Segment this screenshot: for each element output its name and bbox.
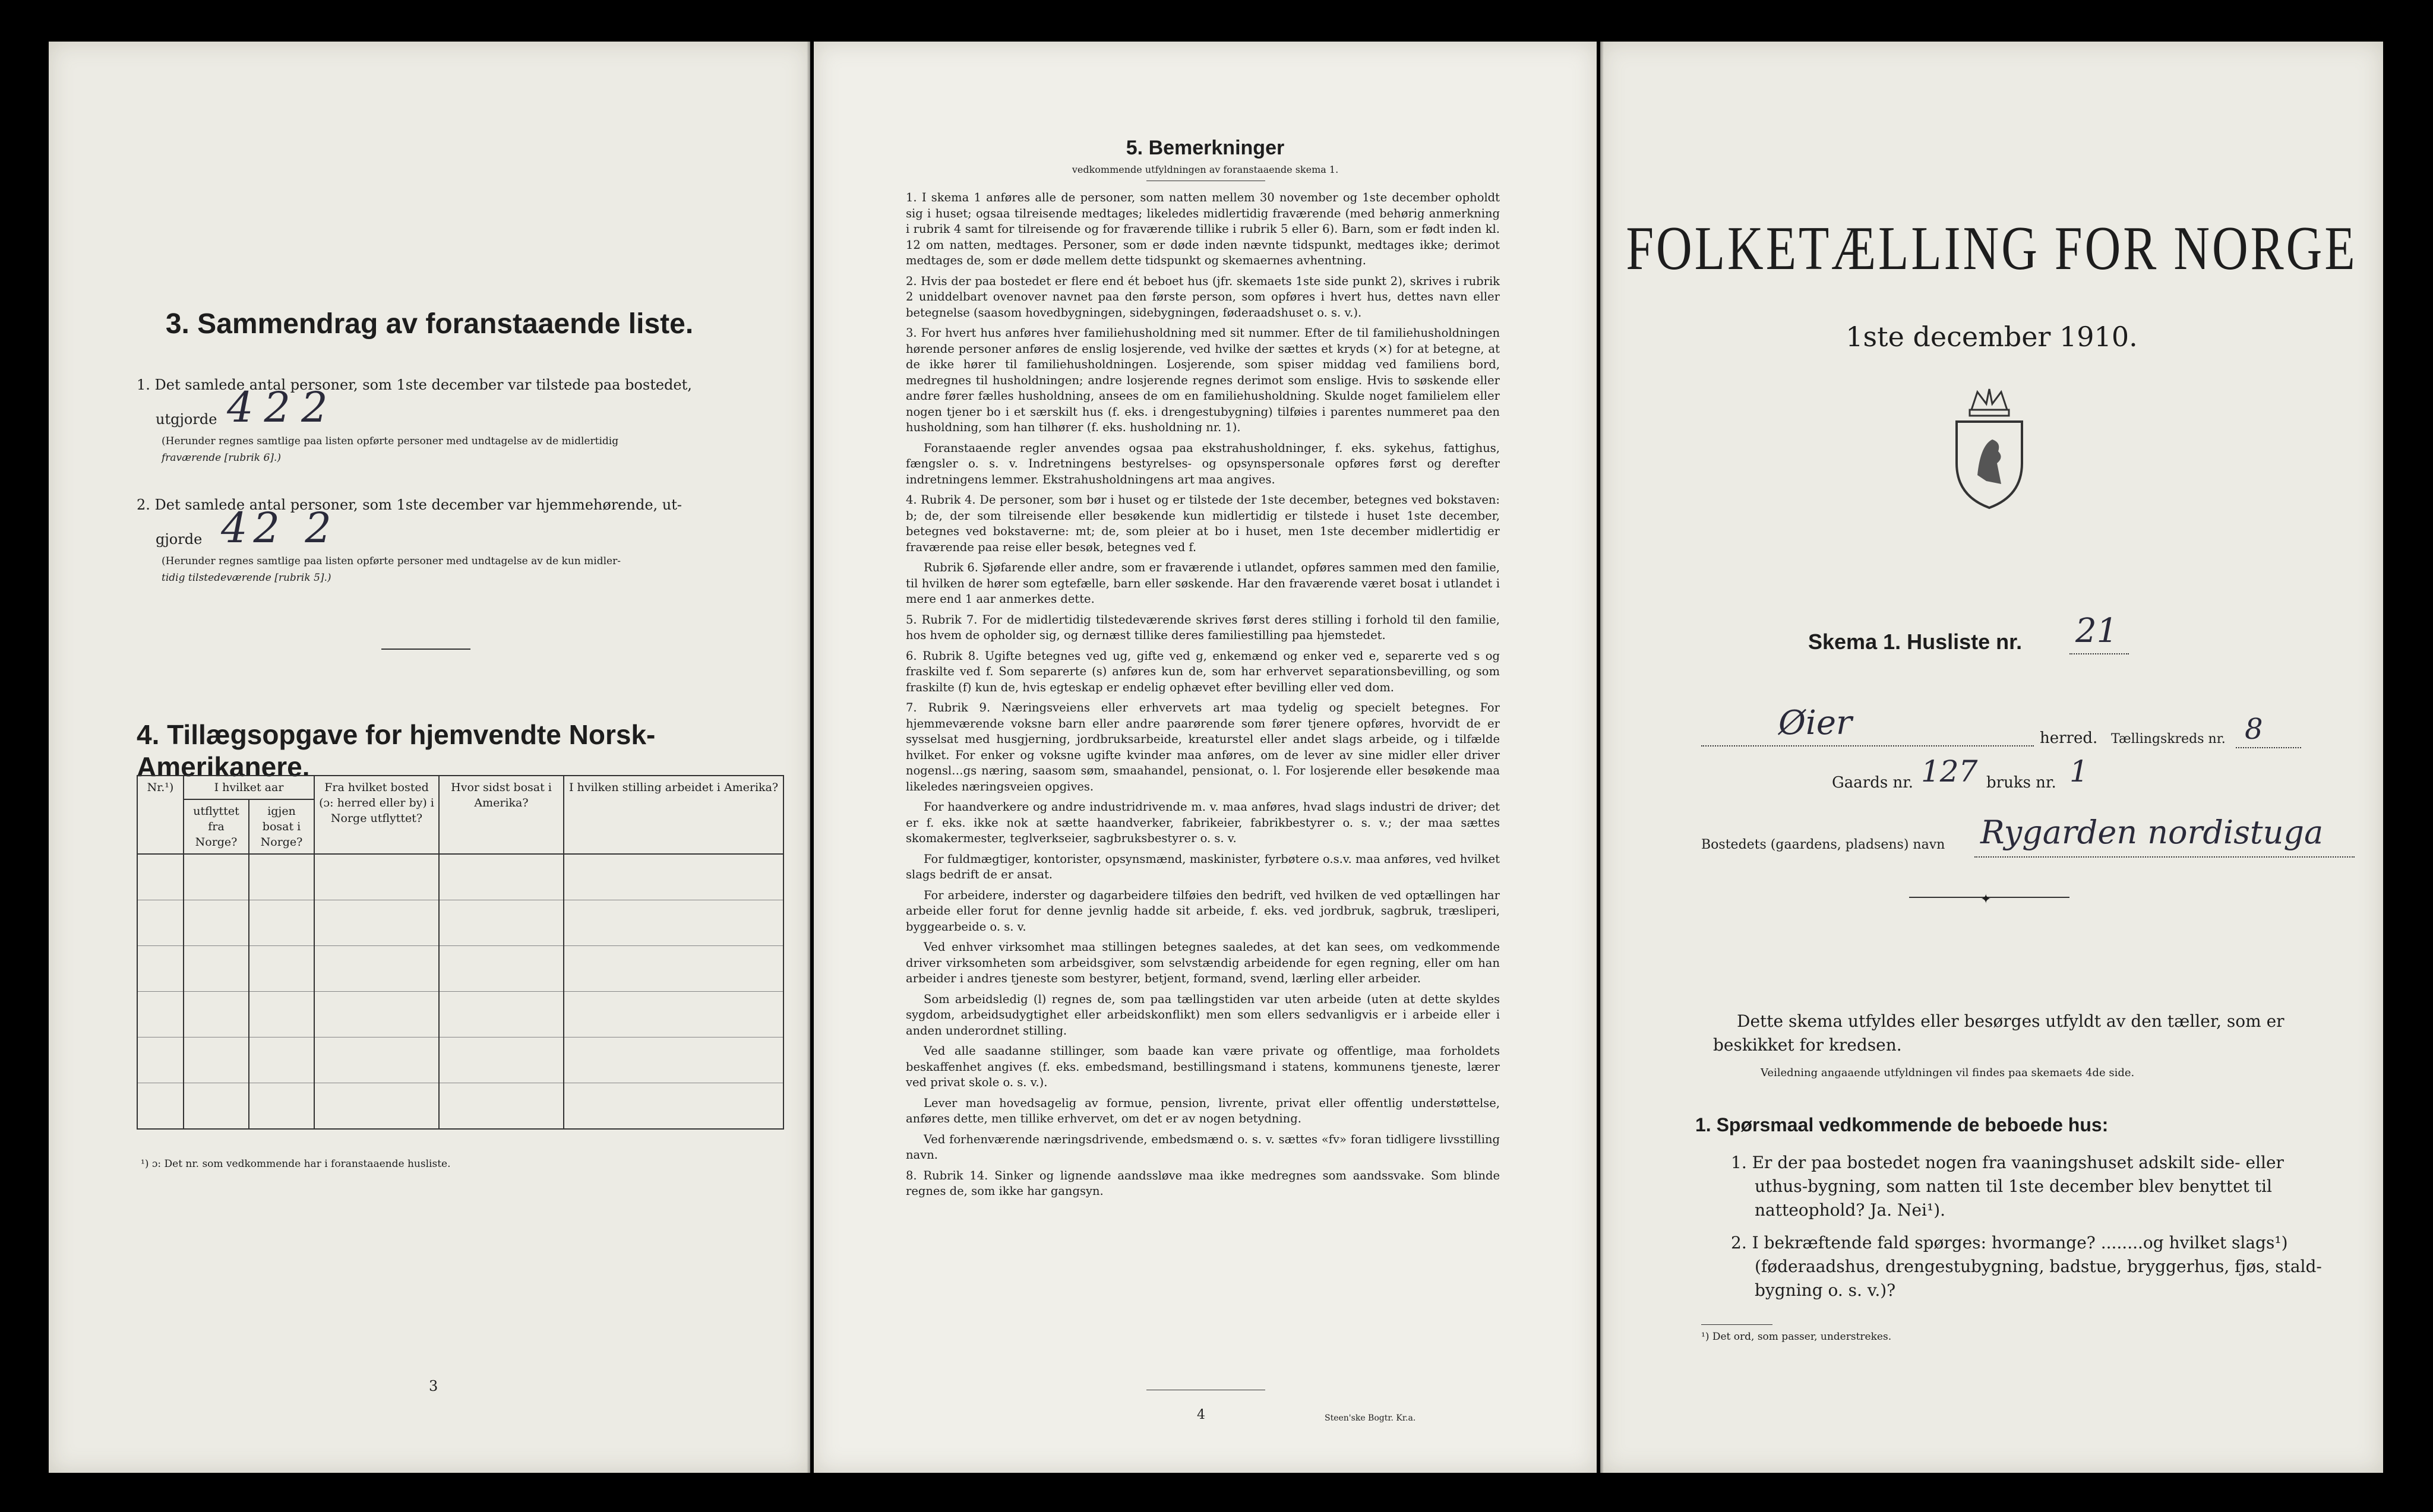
item1-note-b: fraværende [rubrik 6].) bbox=[162, 452, 281, 464]
q2-line-c: bygning o. s. v.)? bbox=[1755, 1280, 1896, 1300]
table-cell bbox=[439, 1037, 564, 1083]
table-row bbox=[137, 946, 783, 992]
table-cell bbox=[564, 946, 783, 992]
table-cell bbox=[137, 946, 184, 992]
table-cell bbox=[439, 946, 564, 992]
remark-paragraph: For arbeidere, inderster og dagarbeidere tilføies den bedrift, ved hvilken de ved optællingen har arbeide eller forut for denne jevnlig hadde sit arbeide, f. eks. ved jordbruk, sagbruk, træsliperi, byggearbeide o. s. v. bbox=[906, 888, 1500, 934]
table-cell bbox=[137, 900, 184, 946]
table-cell bbox=[184, 1037, 249, 1083]
herred-label: herred. bbox=[2040, 729, 2098, 747]
item2-note-b: tidig tilstedeværende [rubrik 5].) bbox=[162, 572, 331, 584]
table-cell bbox=[314, 900, 439, 946]
remark-paragraph: Ved enhver virksomhet maa stillingen betegnes saaledes, at det kan sees, om vedkommende driver virksomheten som arbeidsgiver, som selvstændig arbeidende for egen regning, eller om han arbeider i andres tjeneste som bestyrer, betjent, formand, svend, lærling eller arbeider. bbox=[906, 940, 1500, 985]
q2-line-a: 2. I bekræftende fald spørges: hvormange? ........og hvilket slags¹) bbox=[1731, 1233, 2288, 1252]
remark-paragraph: 8. Rubrik 14. Sinker og lignende aandssløve maa ikke medregnes som aandssvake. Som blinde regnes de, som ikke har gangsyn. bbox=[906, 1168, 1500, 1198]
table-cell bbox=[249, 992, 314, 1037]
table-cell bbox=[314, 854, 439, 900]
norsk-amerikanere-table bbox=[137, 775, 784, 1130]
census-date: 1ste december 1910. bbox=[1846, 321, 2138, 353]
kreds-line bbox=[2236, 747, 2301, 748]
main-title: FOLKETÆLLING FOR NORGE bbox=[1626, 214, 2358, 283]
table-cell bbox=[249, 1037, 314, 1083]
table-cell bbox=[439, 992, 564, 1037]
table-footnote: ¹) ɔ: Det nr. som vedkommende har i foranstaaende husliste. bbox=[141, 1158, 451, 1170]
table-cell bbox=[564, 900, 783, 946]
table-cell bbox=[439, 854, 564, 900]
page-fold bbox=[807, 42, 810, 1473]
remark-paragraph: 4. Rubrik 4. De personer, som bør i huset og er tilstede der 1ste december, betegnes ved bokstaven: b; de, der som tilreisende eller besøkende kun midlertidig er tilstede i huset 1ste december, betegnes ved bokstaverne: mt; de, som pleier at bo i huset, men 1ste december midlertidig er fraværende paa reise eller besøk, betegnes ved f. bbox=[906, 493, 1500, 554]
ornament-icon: ✦ bbox=[1980, 892, 1992, 907]
q1-line-b: uthus-bygning, som natten til 1ste december blev benyttet til bbox=[1755, 1176, 2272, 1196]
table-cell bbox=[184, 946, 249, 992]
remark-paragraph: 7. Rubrik 9. Næringsveiens eller erhvervets art maa tydelig og specielt betegnes. For hjemmeværende voksne barn eller andre paarørende som fører tjenere opføres, hvorvidt de er sysselsat med husgjerning, jordbruksarbeide, kreaturstel eller andet slags arbeide, og i tilfælde hvilket. For enker og voksne ugifte kvinder maa anføres, om de lever av sine midler eller driver nogensl…gs næring, saasom søm, smaahandel, pensionat, o. l. For losjerende eller besøkende maa likeledes næringsveien opgives. bbox=[906, 701, 1500, 793]
remark-paragraph: Rubrik 6. Sjøfarende eller andre, som er fraværende i utlandet, opføres sammen med den familie, til hvilken de hører som egtefælle, barn eller søskende. Har den fraværende været bosat i utlandet i mere end 1 aar anmerkes dette. bbox=[906, 561, 1500, 606]
page-number-middle: 4 bbox=[1197, 1407, 1205, 1422]
remark-paragraph: 3. For hvert hus anføres hver familiehusholdning med sit nummer. Efter de til familiehusholdningen hørende personer anføres de enslig losjerende, ved hvilke der sættes et kryds (×) for at betegne, at de ikke hører til familiehusholdningen. Losjerende, som spiser middag ved familiens bord, medregnes til husholdningen; andre losjerende regnes derimot som enslige. Hvis to søskende eller andre fører fælles husholdning, ansees de om en familiehusholdning. Skulde noget familielem eller nogen tjener bo i et særskilt hus (f. eks. i drengestubygning) tilføies i parentes nummeret paa den husholdning, som han tilhører (f. eks. husholdning nr. 1). bbox=[906, 326, 1500, 434]
footnote-rule bbox=[1701, 1324, 1772, 1325]
bruks-label: bruks nr. bbox=[1986, 774, 2056, 792]
table-cell bbox=[564, 1083, 783, 1130]
remarks-title: 5. Bemerkninger bbox=[1126, 137, 1285, 159]
table-cell bbox=[439, 1083, 564, 1130]
remark-paragraph: For fuldmægtiger, kontorister, opsynsmænd, maskinister, fyrbøtere o.s.v. maa anføres, ved hvilket slags bedrift de er ansat. bbox=[906, 852, 1500, 881]
table-cell bbox=[564, 854, 783, 900]
separator-rule bbox=[381, 649, 470, 650]
table-cell bbox=[137, 992, 184, 1037]
col-group: I hvilket aar bbox=[184, 776, 314, 799]
printer-mark: Steen'ske Bogtr. Kr.a. bbox=[1325, 1413, 1416, 1423]
remark-paragraph: 1. I skema 1 anføres alle de personer, som natten mellem 30 november og 1ste december opholdt sig i huset; ogsaa tilreisende medtages; likeledes midlertidig fraværende (med behørig anmerkning i rubrik 4 samt for tilreisende og for fraværende tillike i rubrik 5 eller 6). Barn, som er født inden kl. 12 om natten, medtages. Personer, som er døde inden nævnte tidspunkt, medtages ikke; derimot medtages de, som er døde mellem dette tidspunkt og skemaernes avhentning. bbox=[906, 191, 1500, 267]
table-cell bbox=[564, 992, 783, 1037]
page-middle bbox=[814, 42, 1597, 1473]
table-cell bbox=[184, 992, 249, 1037]
section3-title: 3. Sammendrag av foranstaaende liste. bbox=[165, 308, 694, 340]
husliste-line bbox=[2069, 653, 2129, 654]
bostedets-value: Rygarden nordistuga bbox=[1980, 814, 2324, 851]
gaards-value: 127 bbox=[1921, 754, 1978, 789]
remark-paragraph: Ved forhenværende næringsdrivende, embedsmænd o. s. v. sættes «fv» foran tidligere livsstilling navn. bbox=[906, 1132, 1500, 1162]
q1-line-c: natteophold? Ja. Nei¹). bbox=[1755, 1200, 1946, 1220]
table-row bbox=[137, 900, 783, 946]
kreds-label: Tællingskreds nr. bbox=[2111, 732, 2226, 746]
item1-note-a: (Herunder regnes samtlige paa listen opførte personer med undtagelse av de midlertidig bbox=[162, 435, 619, 447]
instruction-small: Veiledning angaaende utfyldningen vil findes paa skemaets 4de side. bbox=[1761, 1067, 2135, 1079]
table-cell bbox=[439, 900, 564, 946]
col-utflyttet: utflyttet fra Norge? bbox=[184, 799, 249, 854]
questions-heading: 1. Spørsmaal vedkommende de beboede hus: bbox=[1695, 1114, 2109, 1135]
section4-title: 4. Tillægsopgave for hjemvendte Norsk-Amerikanere. bbox=[137, 719, 656, 782]
table-cell bbox=[184, 854, 249, 900]
skema-label: Skema 1. Husliste nr. bbox=[1808, 630, 2023, 654]
item2-label: gjorde bbox=[156, 531, 203, 548]
page-right bbox=[1600, 42, 2383, 1473]
table-cell bbox=[137, 1083, 184, 1130]
remarks-notes bbox=[906, 190, 1500, 1204]
remark-paragraph: 5. Rubrik 7. For de midlertidig tilstedeværende skrives først deres stilling i forhold til den familie, hos hvem de opholder sig, og dernæst tillike deres familiestilling paa hjemstedet. bbox=[906, 612, 1500, 642]
remark-paragraph: Foranstaaende regler anvendes ogsaa paa ekstrahusholdninger, f. eks. sykehus, fattighus, fængsler o. s. v. Indretningens bestyrelses- og opsynspersonale opføres først og derefter indretningens lemmer. Ekstrahusholdningens art maa angives. bbox=[906, 441, 1500, 486]
remark-paragraph: Lever man hovedsagelig av formue, pension, livrente, privat eller offentlig understøttelse, anføres dette, men tillike erhvervet, om det er av nogen betydning. bbox=[906, 1096, 1500, 1125]
col-stilling: I hvilken stilling arbeidet i Amerika? bbox=[564, 776, 783, 854]
page-number-left: 3 bbox=[429, 1378, 438, 1394]
herred-value: Øier bbox=[1778, 704, 1852, 742]
gaards-label: Gaards nr. bbox=[1832, 774, 1914, 792]
table-cell bbox=[564, 1037, 783, 1083]
table-cell bbox=[314, 992, 439, 1037]
bostedets-line bbox=[1974, 856, 2355, 858]
remark-paragraph: For haandverkere og andre industridrivende m. v. maa anføres, hvad slags industri de driver; det er f. eks. ikke nok at sætte haandverker, fabrikeier, fabrikbestyrer o. s. v.; der maa sættes skomakermester, teglverkseier, sagbruksbestyrer o. s. v. bbox=[906, 800, 1500, 845]
remark-paragraph: 6. Rubrik 8. Ugifte betegnes ved ug, gifte ved g, enkemænd og enker ved e, separerte ved s og fraskilte ved f. Som separerte (s) anføres kun de, som har erhvervet separationsbevilling, og som fraskilte (f) kun de, hvis egteskap er endelig ophævet efter bevilling eller ved dom. bbox=[906, 649, 1500, 694]
remark-paragraph: Ved alle saadanne stillinger, som baade kan være private og offentlige, maa forholdets beskaffenhet angives (f. eks. embedsmand, bestillingsmand i statens, kommunens tjeneste, lærer ved privat skole o. s. v.). bbox=[906, 1044, 1500, 1089]
table-cell bbox=[249, 946, 314, 992]
col-fra: Fra hvilket bosted (ɔ: herred eller by) i Norge utflyttet? bbox=[314, 776, 439, 854]
item1-value: 422 bbox=[227, 383, 339, 432]
kreds-value: 8 bbox=[2245, 713, 2263, 746]
table-cell bbox=[249, 900, 314, 946]
item1-label: utgjorde bbox=[156, 411, 217, 428]
page-fold-right bbox=[1600, 42, 1604, 1473]
q1-line-a: 1. Er der paa bostedet nogen fra vaaningshuset adskilt side- eller bbox=[1731, 1153, 2284, 1172]
husliste-number: 21 bbox=[2075, 612, 2118, 650]
bruks-value: 1 bbox=[2069, 754, 2088, 789]
item2-text: 2. Det samlede antal personer, som 1ste december var hjemmehørende, ut- bbox=[137, 496, 682, 513]
remark-paragraph: 2. Hvis der paa bostedet er flere end ét beboet hus (jfr. skemaets 1ste side punkt 2), skrives i rubrik 2 uniddelbart ovenover navnet paa den første person, som opføres i hvert hus, dettes navn eller betegnelse (saasom hovedbygningen, sidebygningen, føderaadshuset o. s. v.). bbox=[906, 274, 1500, 320]
table-cell bbox=[314, 1037, 439, 1083]
instruction-text: Dette skema utfyldes eller besørges utfyldt av den tæller, som er beskikket for kredsen. bbox=[1713, 1011, 2285, 1055]
table-row bbox=[137, 992, 783, 1037]
item1-text: 1. Det samlede antal personer, som 1ste december var tilstede paa bostedet, bbox=[137, 377, 692, 393]
bostedets-label: Bostedets (gaardens, pladsens) navn bbox=[1701, 837, 1945, 852]
table-cell bbox=[314, 946, 439, 992]
col-nr: Nr.¹) bbox=[137, 776, 184, 854]
table-cell bbox=[137, 1037, 184, 1083]
right-footnote: ¹) Det ord, som passer, understrekes. bbox=[1701, 1331, 1892, 1343]
remark-paragraph: Som arbeidsledig (l) regnes de, som paa tællingstiden var uten arbeide (uten at dette skyldes sygdom, arbeidsudygtighet eller arbeidskonflikt) men som ellers sedvanligvis er i arbeide eller i anden underordnet stilling. bbox=[906, 992, 1500, 1037]
table-row bbox=[137, 854, 783, 900]
col-igjen: igjen bosat i Norge? bbox=[249, 799, 314, 854]
coat-of-arms-icon bbox=[1945, 386, 2034, 511]
table-cell bbox=[249, 1083, 314, 1130]
table-cell bbox=[249, 854, 314, 900]
table-cell bbox=[184, 1083, 249, 1130]
herred-line bbox=[1701, 745, 2034, 746]
table-cell bbox=[314, 1083, 439, 1130]
table-row bbox=[137, 1083, 783, 1130]
table-cell bbox=[137, 854, 184, 900]
remarks-subtitle: vedkommende utfyldningen av foranstaaende skema 1. bbox=[1072, 164, 1339, 175]
item2-note-a: (Herunder regnes samtlige paa listen opførte personer med undtagelse av de kun midler- bbox=[162, 555, 621, 567]
col-hvor: Hvor sidst bosat i Amerika? bbox=[439, 776, 564, 854]
table-row bbox=[137, 1037, 783, 1083]
q2-line-b: (føderaadshus, drengestubygning, badstue, bryggerhus, fjøs, stald- bbox=[1755, 1257, 2322, 1276]
table-cell bbox=[184, 900, 249, 946]
page-left bbox=[49, 42, 810, 1473]
item2-value: 42 2 bbox=[221, 504, 337, 552]
